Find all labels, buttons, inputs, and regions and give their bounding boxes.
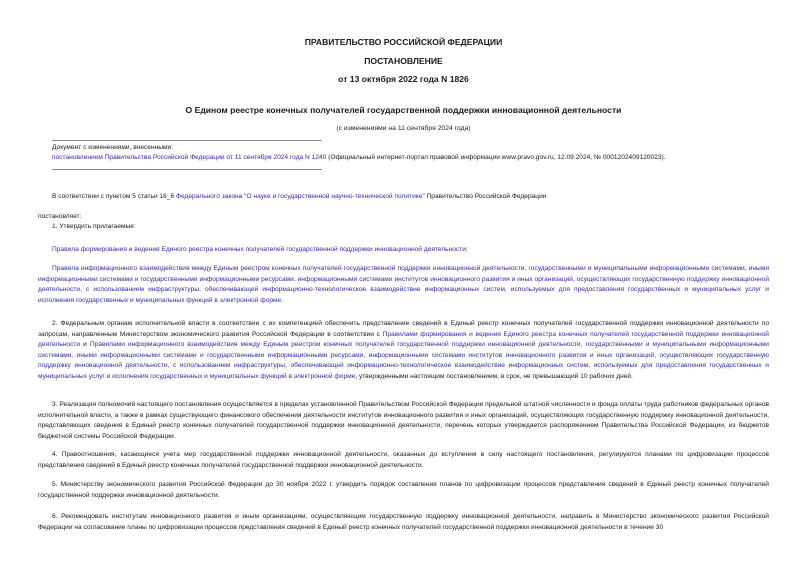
revision-note: (с изменениями на 11 сентября 2024 года): [336, 125, 471, 132]
item-2: [38, 319, 769, 382]
item-2-rules-interaction-link[interactable]: Правилами информационного взаимодействия между Единым реестром конечных получателей государственной поддержки инновационной деятельности, государственными и муниципальными информационными системами, иными информационными системами и государственными информационными ресурсами, информационными системами институтов инновационного развития и иных организаций, осуществляющих государственную поддержку инновационной деятельности, с использованием инфраструктуры, обеспечивающей информационно-технологическое взаимодействие информационных систем, используемых для предоставления государственных и муниципальных услуг и исполнения государственных и муниципальных функций в электронной форме: [38, 341, 769, 380]
rules-interaction-link[interactable]: Правила информационного взаимодействия между Единым реестром конечных получателей государственной поддержки инновационной деятельности, государственными и муниципальными информационными системами, иными информационными системами и государственными информационными ресурсами, информационными системами институтов инновационного развития и иных организаций, осуществляющих государственную поддержку инновационной деятельности, с использованием инфраструктуры, обеспечивающей информационно-технологическое взаимодействие информационных систем, используемых для предоставления государственных и муниципальных услуг и исполнения государственных и муниципальных функций в электронной форме.: [38, 265, 769, 304]
item-2-and: и: [80, 341, 90, 348]
changes-source: (Официальный интернет-портал правовой информации www.pravo.gov.ru, 12.09.2024, № 0001202409120023).: [326, 154, 666, 161]
changes-line: [52, 153, 666, 164]
bottom-divider: [52, 169, 322, 170]
item-4: 4. Правоотношения, касающиеся учета мер государственной поддержки инновационной деятельности, оказанных до вступления в силу настоящего постановления, регулируются планами по цифровизации процессов представления сведений в Единый реестр конечных получателей государственной поддержки инновационной деятельности.: [38, 451, 769, 469]
federal-law-link[interactable]: Федерального закона "О науке и государственной научно-технической политике": [175, 193, 425, 200]
resolves-text: постановляет:: [38, 213, 82, 220]
item-2-start: 2. Федеральным органам исполнительной власти в соответствии с их компетенцией обеспечить представление сведений в Единый реестр конечных получателей государственной поддержки инновационной деятельности по запросам, направленным Министерством экономического развития Российской Федерации в соответствии с: [38, 320, 769, 338]
preamble-start: В соответствии с пунктом 5 статьи 16_6: [52, 193, 176, 200]
item-2-rules-formation-link[interactable]: Правилами формирования и ведения Единого реестра конечных получателей государственной поддержки инновационной деятельности: [38, 330, 769, 348]
government-heading: ПРАВИТЕЛЬСТВО РОССИЙСКОЙ ФЕДЕРАЦИИ: [304, 37, 503, 47]
preamble: [52, 192, 546, 203]
item-1: 1. Утвердить прилагаемые:: [52, 223, 136, 230]
preamble-end: Правительство Российской Федерации: [424, 193, 547, 200]
item-2-end: , утвержденными настоящим постановлением, в срок, не превышающий 10 рабочих дней.: [355, 372, 633, 380]
item-3: 3. Реализация полномочий настоящего постановления осуществляется в пределах установленной Правительством Российской Федерации предельной штатной численности и фонда оплаты труда работников федеральных органов исполнительной власти, а также в рамках существующего финансового обеспечения деятельности институтов инновационного развития и иных организаций, осуществляющих государственную поддержку инновационной деятельности, представляющих сведения в Единый реестр конечных получателей государственной поддержки инновационной деятельности, перечень которых утверждается распоряжением Правительства Российской Федерации, из бюджетов бюджетной системы Российской Федерации.: [38, 401, 769, 440]
rules-formation-link[interactable]: Правила формирования и ведения Единого реестра конечных получателей государственной поддержки инновационной деятельности;: [52, 246, 468, 253]
amending-decree-link[interactable]: постановлением Правительства Российской Федерации от 11 сентября 2024 года N 1240: [52, 154, 327, 161]
document-type-heading: ПОСТАНОВЛЕНИЕ: [364, 56, 443, 66]
item-6: 6. Рекомендовать институтам инновационного развития и иным организациям, осуществляющим государственную поддержку инновационной деятельности, направить в Министерство экономического развития Российской Федерации на согласование планы по цифровизации процессов представления сведений в Единый реестр конечных получателей государственной поддержки инновационной деятельности в течение 30: [38, 513, 769, 531]
date-number-heading: от 13 октября 2022 года N 1826: [338, 74, 469, 84]
top-divider: [52, 140, 322, 141]
changes-label: Документ с изменениями, внесенными:: [52, 144, 174, 151]
item-5: 5. Министерству экономического развития Российской Федерации до 30 ноября 2022 г. утвердить порядок составления планов по цифровизации процессов представления сведений в Единый реестр конечных получателей государственной поддержки инновационной деятельности.: [38, 481, 769, 499]
document-title: О Едином реестре конечных получателей государственной поддержки инновационной деятельности: [185, 105, 622, 115]
